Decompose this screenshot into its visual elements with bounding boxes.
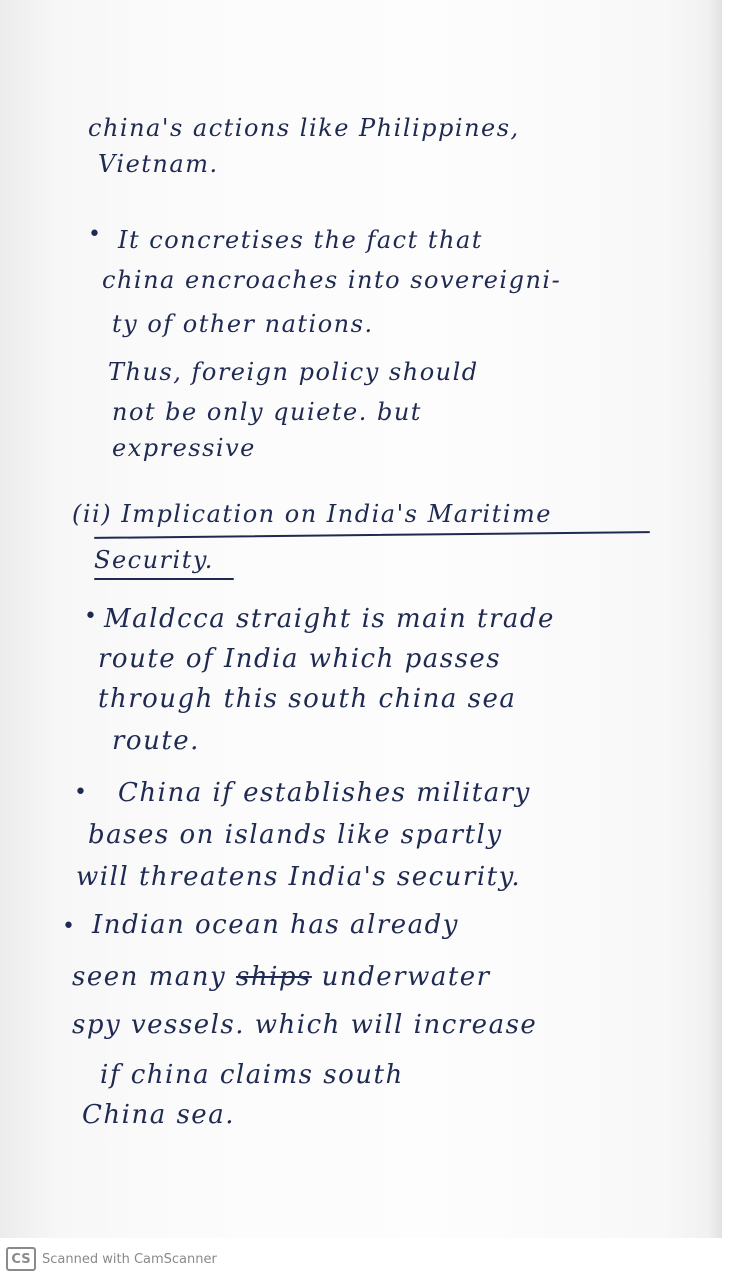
note-line: expressive [112,434,256,462]
struck-word: ships [235,962,312,992]
note-line: It concretises the fact that [118,226,483,254]
section-heading: Security. [94,546,214,574]
note-text: underwater [321,962,491,992]
watermark-text: Scanned with CamScanner [42,1251,217,1267]
note-line: ty of other nations. [112,310,374,338]
bullet-icon: • [84,604,97,629]
note-line: Thus, foreign policy should [108,358,479,386]
note-line: Vietnam. [98,150,219,178]
note-text: seen many [72,962,227,992]
note-line: through this south china sea [98,684,517,714]
scanner-watermark [6,1244,217,1274]
heading-underline [94,578,234,580]
note-line [72,964,491,990]
bullet-icon: • [88,222,101,247]
note-line: Maldcca straight is main trade [104,604,555,634]
bullet-icon: • [62,914,75,939]
note-line: bases on islands like spartly [88,820,503,850]
heading-underline [94,531,650,539]
section-heading: (ii) Implication on India's Maritime [72,500,552,528]
bullet-icon: • [74,780,87,805]
note-line: route of India which passes [98,644,502,674]
note-line: route. [112,726,200,756]
note-line: will threatens India's security. [76,862,522,892]
note-line: China sea. [82,1100,235,1130]
note-line: Indian ocean has already [92,910,459,940]
note-line: China if establishes military [118,778,531,808]
note-line: china's actions like Philippines, [88,114,520,142]
camscanner-logo-icon: CS [6,1247,36,1271]
note-line: if china claims south [100,1060,404,1090]
note-line: not be only quiete. but [112,398,422,426]
note-line: china encroaches into sovereigni- [102,266,562,294]
note-line: spy vessels. which will increase [72,1010,538,1040]
